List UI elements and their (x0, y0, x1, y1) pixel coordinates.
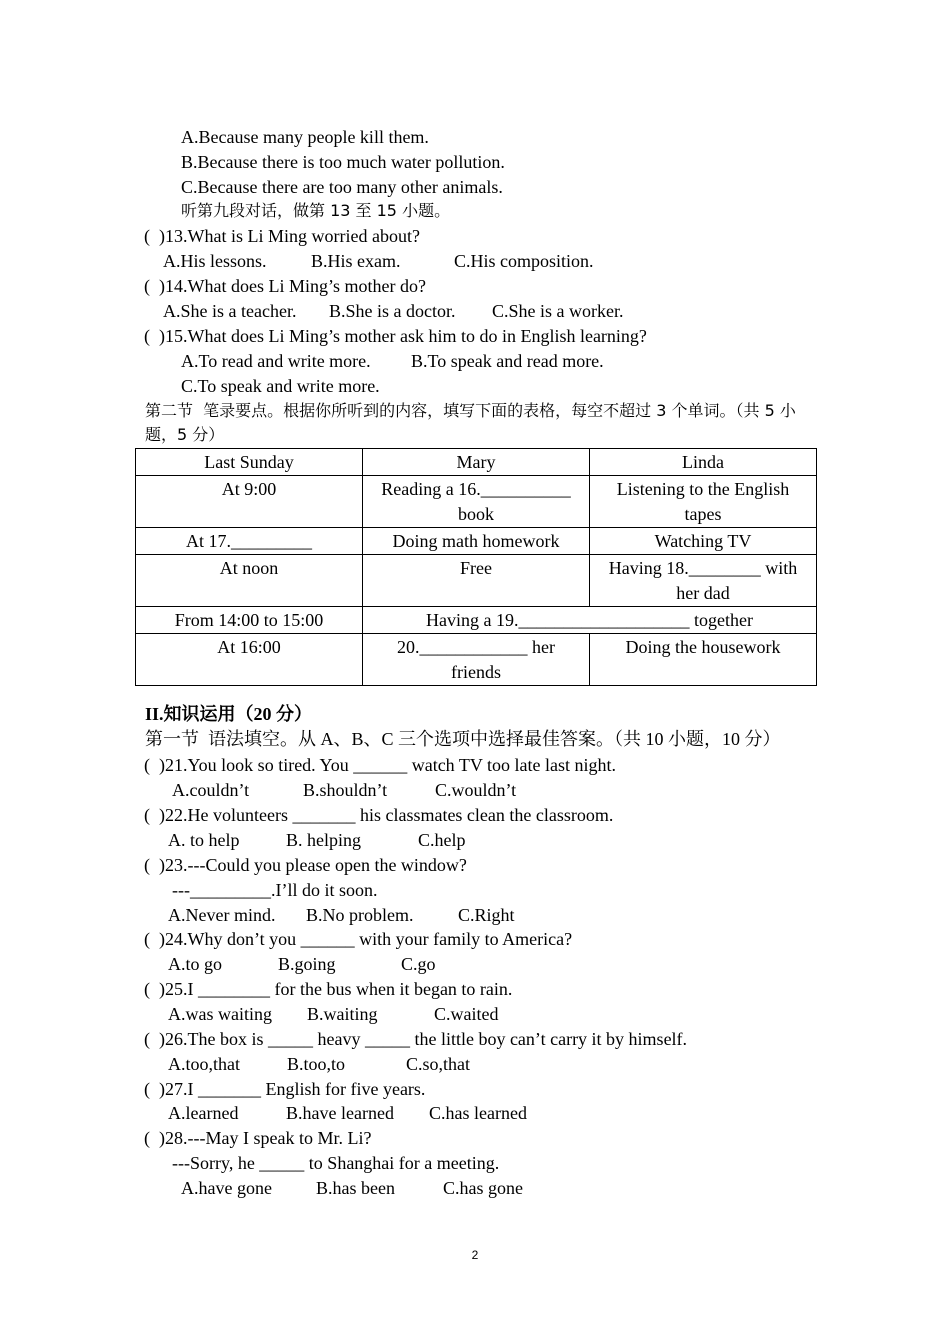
table-cell: Listening to the English tapes (590, 476, 817, 528)
table-cell-blank-16: Reading a 16.__________ book (363, 476, 590, 528)
q15-option-b: B.To speak and read more. (411, 351, 604, 371)
table-row (136, 476, 817, 528)
q25-option-a: A.was waiting (168, 1004, 272, 1024)
q15-option-a: A.To read and write more. (181, 351, 371, 371)
part2-section1-heading: 第一节 语法填空。从 A、B、C 三个选项中选择最佳答案。（共 10 小题，10 分） (145, 729, 781, 749)
q12-option-c: C.Because there are too many other animals. (181, 177, 503, 197)
q12-option-b: B.Because there is too much water pollution. (181, 152, 505, 172)
q28-option-a: A.have gone (181, 1178, 272, 1198)
section2-heading-line1: 第二节 笔录要点。根据你所听到的内容，填写下面的表格，每空不超过 3 个单词。（共 5 小 (145, 401, 796, 420)
table-cell: Watching TV (590, 528, 817, 555)
q15-stem: ( )15.What does Li Ming’s mother ask him to do in English learning? (144, 326, 647, 346)
q13-option-a: A.His lessons. (163, 251, 267, 271)
q14-option-c: C.She is a worker. (492, 301, 624, 321)
part2-title: II.知识运用（20 分） (145, 704, 313, 724)
page-number: 2 (471, 1248, 479, 1262)
q23-option-a: A.Never mind. (168, 905, 276, 925)
q28-reply: ---Sorry, he _____ to Shanghai for a meeting. (172, 1153, 500, 1173)
q27-option-a: A.learned (168, 1103, 239, 1123)
q25-stem: ( )25.I ________ for the bus when it began to rain. (144, 979, 513, 999)
dialog9-instruction: 听第九段对话，做第 13 至 15 小题。 (181, 201, 451, 220)
table-row (136, 555, 817, 607)
q23-stem: ( )23.---Could you please open the window? (144, 855, 467, 875)
q24-option-b: B.going (278, 954, 336, 974)
q25-option-b: B.waiting (307, 1004, 378, 1024)
q24-stem: ( )24.Why don’t you ______ with your family to America? (144, 929, 573, 949)
table-row (136, 634, 817, 686)
q21-stem: ( )21.You look so tired. You ______ watch TV too late last night. (144, 755, 617, 775)
q26-option-b: B.too,to (287, 1054, 346, 1074)
q13-option-b: B.His exam. (311, 251, 401, 271)
q15-option-c: C.To speak and write more. (181, 376, 380, 396)
q21-option-a: A.couldn’t (172, 780, 250, 800)
q26-option-c: C.so,that (406, 1054, 471, 1074)
table-cell: From 14:00 to 15:00 (136, 607, 363, 634)
table-cell: At 9:00 (136, 476, 363, 528)
notes-table (135, 448, 817, 686)
q22-stem: ( )22.He volunteers _______ his classmates clean the classroom. (144, 805, 614, 825)
q23-option-b: B.No problem. (306, 905, 414, 925)
q12-option-a: A.Because many people kill them. (181, 127, 429, 147)
q23-reply: ---_________.I’ll do it soon. (172, 880, 378, 900)
q28-option-c: C.has gone (443, 1178, 523, 1198)
table-cell-blank-19: Having a 19.___________________ together (363, 607, 817, 634)
section2-heading-line2: 题，5 分） (145, 425, 225, 444)
table-cell-blank-17: At 17._________ (136, 528, 363, 555)
q14-option-b: B.She is a doctor. (329, 301, 456, 321)
table-cell: Doing math homework (363, 528, 590, 555)
q28-option-b: B.has been (316, 1178, 395, 1198)
q27-option-c: C.has learned (429, 1103, 527, 1123)
table-row (136, 528, 817, 555)
q14-option-a: A.She is a teacher. (163, 301, 297, 321)
table-cell: At 16:00 (136, 634, 363, 686)
q27-option-b: B.have learned (286, 1103, 394, 1123)
table-header-cell: Mary (363, 449, 590, 476)
table-cell: Doing the housework (590, 634, 817, 686)
q21-option-c: C.wouldn’t (435, 780, 517, 800)
table-header-cell: Linda (590, 449, 817, 476)
q14-stem: ( )14.What does Li Ming’s mother do? (144, 276, 426, 296)
q22-option-c: C.help (418, 830, 466, 850)
q26-stem: ( )26.The box is _____ heavy _____ the little boy can’t carry it by himself. (144, 1029, 688, 1049)
q24-option-c: C.go (401, 954, 436, 974)
q27-stem: ( )27.I _______ English for five years. (144, 1079, 426, 1099)
q21-option-b: B.shouldn’t (303, 780, 388, 800)
table-cell: At noon (136, 555, 363, 607)
table-cell: Free (363, 555, 590, 607)
q26-option-a: A.too,that (168, 1054, 240, 1074)
q22-option-a: A. to help (168, 830, 240, 850)
table-cell-blank-18: Having 18.________ with her dad (590, 555, 817, 607)
q25-option-c: C.waited (434, 1004, 499, 1024)
table-header-cell: Last Sunday (136, 449, 363, 476)
q13-stem: ( )13.What is Li Ming worried about? (144, 226, 420, 246)
table-cell-blank-20: 20.____________ her friends (363, 634, 590, 686)
q28-stem: ( )28.---May I speak to Mr. Li? (144, 1128, 372, 1148)
q13-option-c: C.His composition. (454, 251, 594, 271)
table-header-row (136, 449, 817, 476)
q23-option-c: C.Right (458, 905, 515, 925)
q24-option-a: A.to go (168, 954, 222, 974)
q22-option-b: B. helping (286, 830, 361, 850)
table-row (136, 607, 817, 634)
